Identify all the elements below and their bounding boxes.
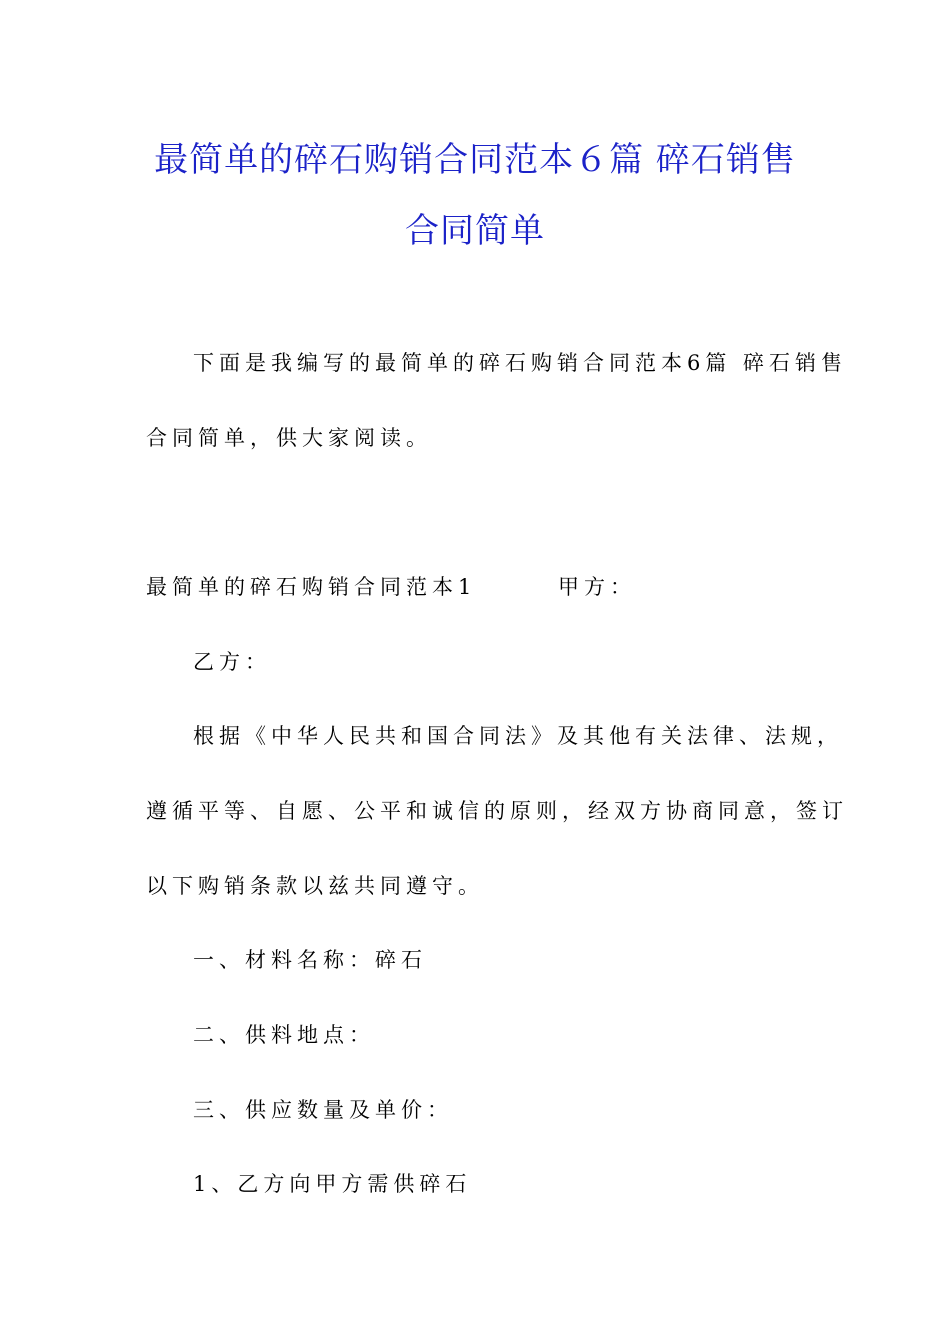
intro-line-2: 合同简单，供大家阅读。 — [146, 426, 432, 450]
party-a-label: 甲方： — [558, 575, 636, 599]
paragraph-1-line-3: 以下购销条款以兹共同遵守。 — [146, 874, 484, 898]
section-heading: 最简单的碎石购销合同范本1 — [146, 575, 477, 599]
intro-line-1: 下面是我编写的最简单的碎石购销合同范本6篇 碎石销售 — [193, 351, 848, 375]
clause-3-subitem-1: 1、乙方向甲方需供碎石 — [193, 1172, 472, 1196]
paragraph-1-line-2: 遵循平等、自愿、公平和诚信的原则，经双方协商同意，签订 — [146, 799, 848, 823]
paragraph-1-line-1: 根据《中华人民共和国合同法》及其他有关法律、法规， — [193, 724, 843, 748]
document-title-line-1: 最简单的碎石购销合同范本６篇 碎石销售 — [154, 140, 796, 180]
clause-1-material-name: 一、材料名称：碎石 — [193, 948, 427, 972]
clause-2-supply-location: 二、供料地点： — [193, 1023, 375, 1047]
clause-3-quantity-price: 三、供应数量及单价： — [193, 1098, 453, 1122]
party-b-label: 乙方： — [193, 650, 271, 674]
document-title-line-2: 合同简单 — [405, 211, 545, 251]
